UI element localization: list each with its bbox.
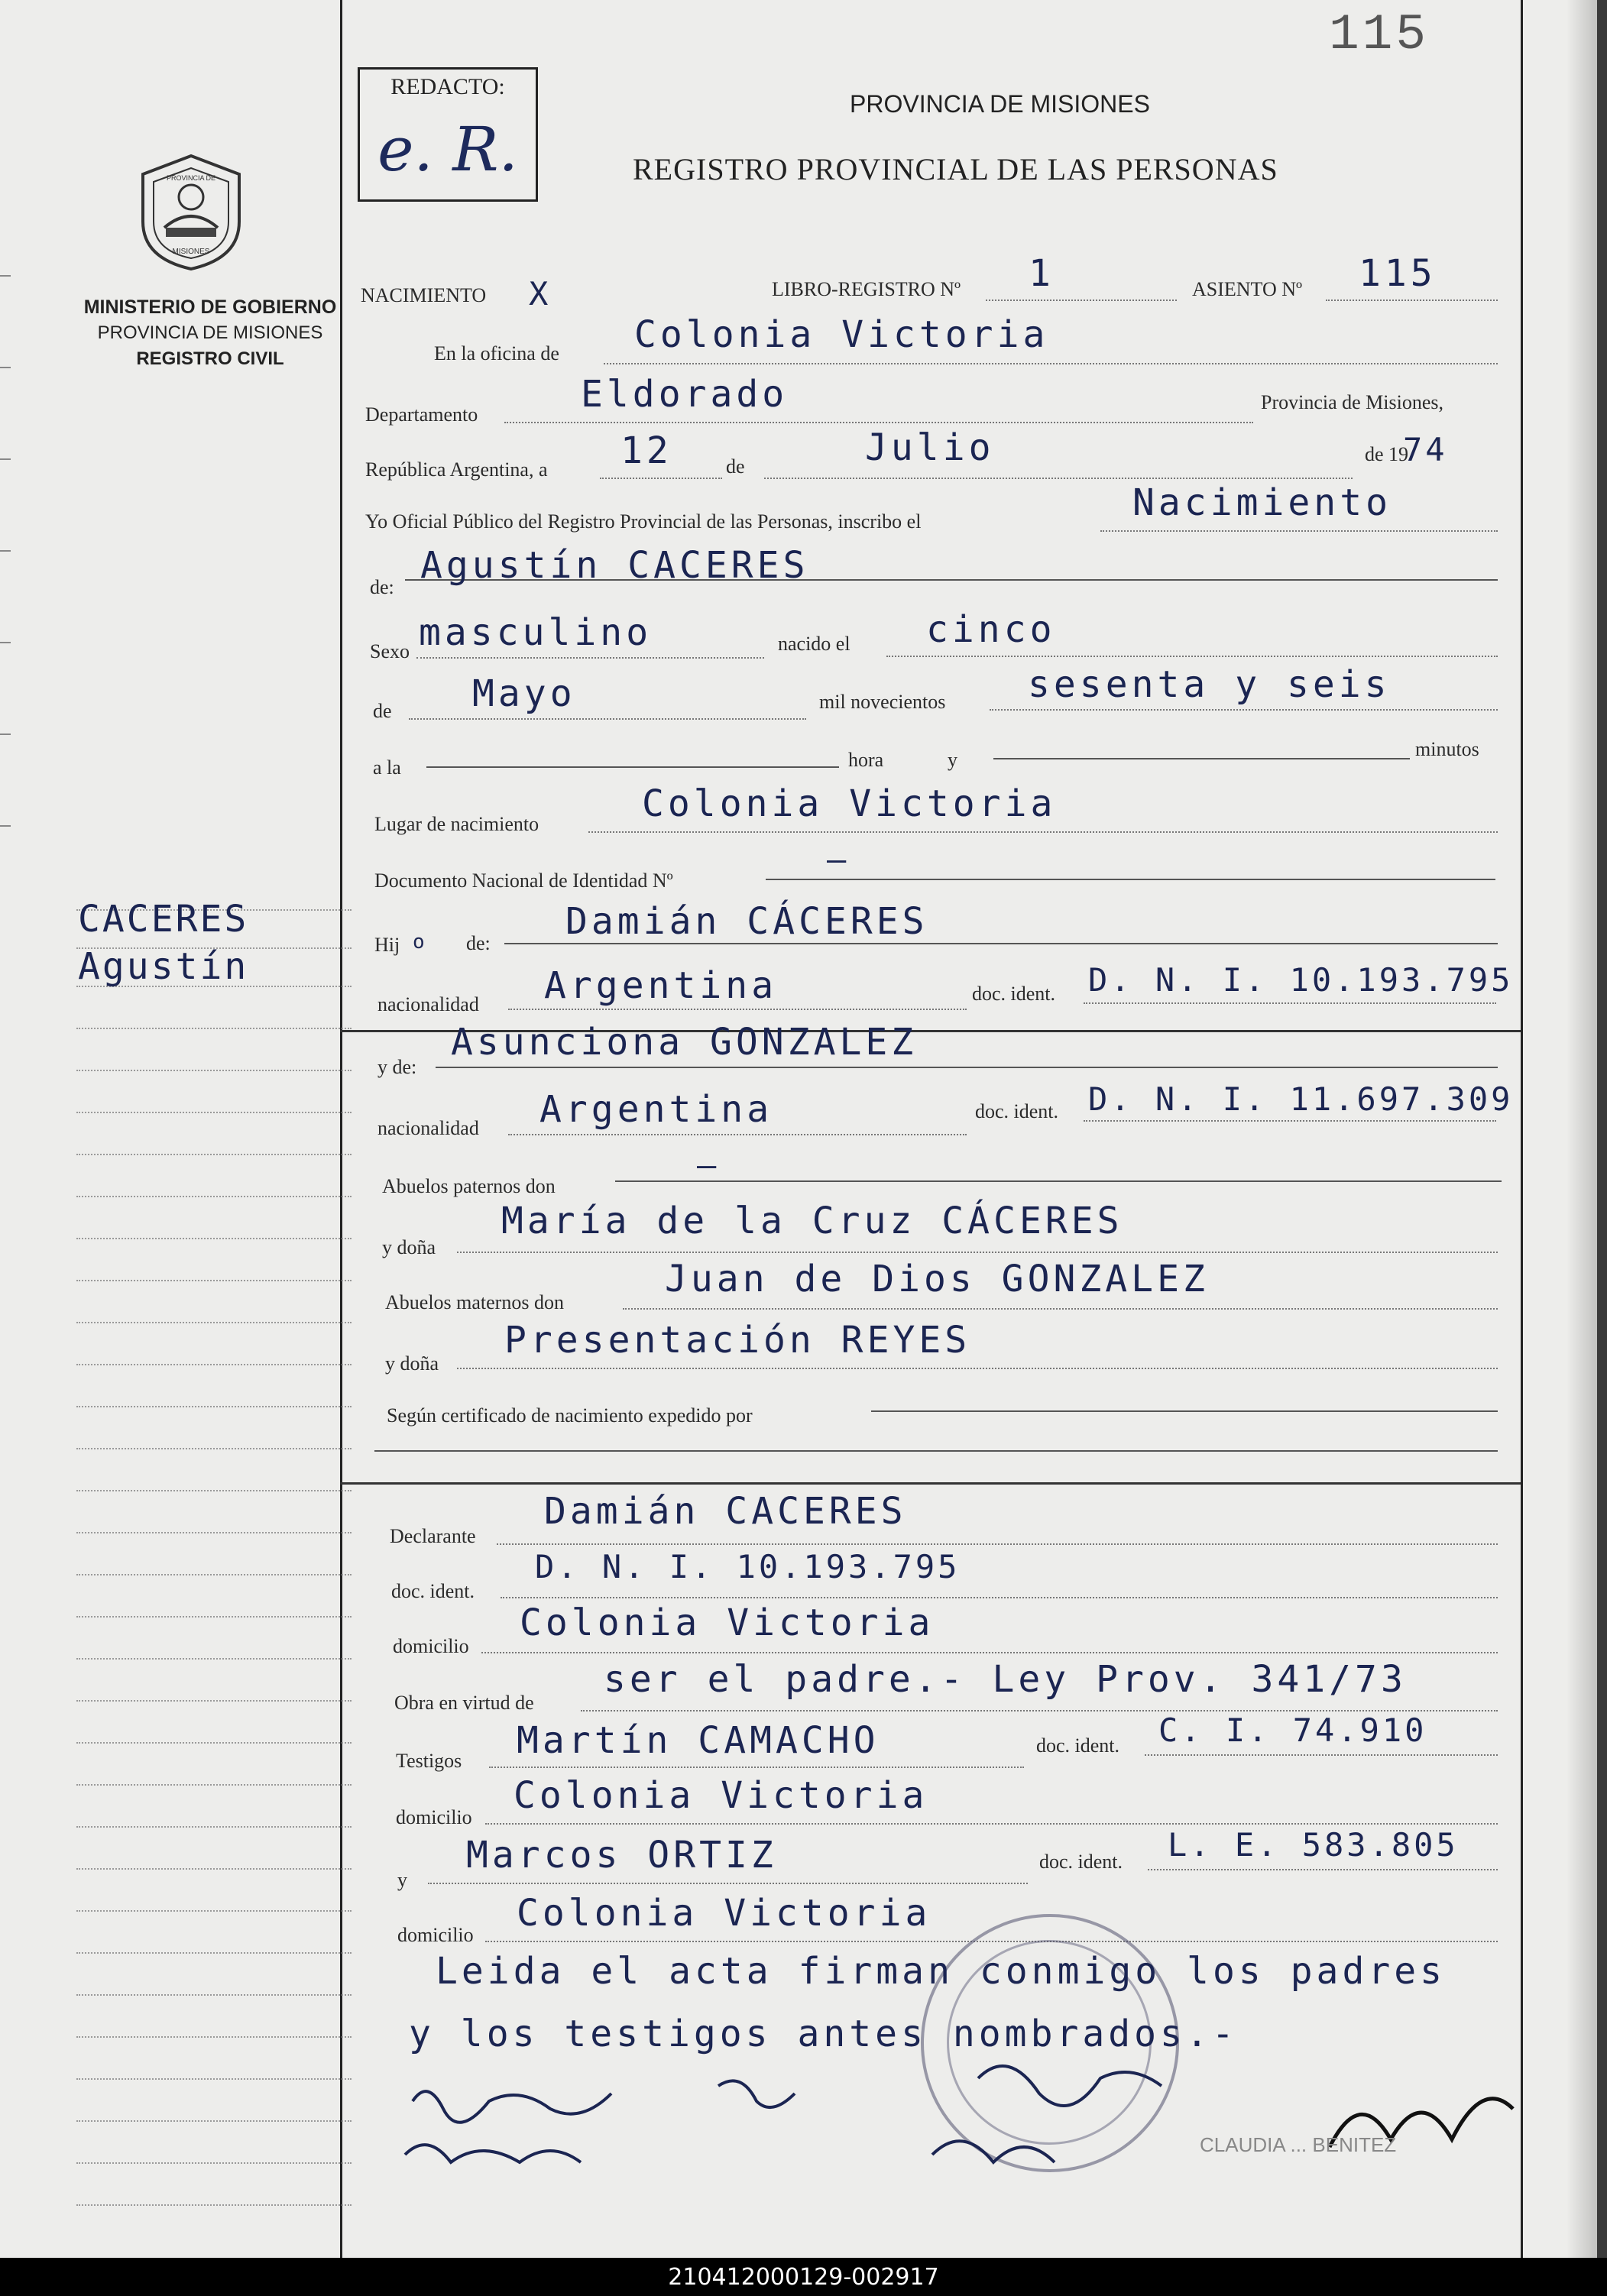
ministry-line-1: MINISTERIO DE GOBIERNO — [83, 296, 337, 318]
abuelos-paternos-label: Abuelos paternos don — [382, 1175, 556, 1197]
declarante-value: Damián CACERES — [544, 1490, 907, 1533]
republica-label: República Argentina, a — [365, 458, 548, 481]
hijo-label: Hij — [374, 934, 400, 956]
margin-line — [76, 1784, 352, 1786]
abuela-materna-value: Presentación REYES — [504, 1319, 971, 1362]
hora-line — [426, 766, 839, 768]
abuelos-maternos-label: Abuelos maternos don — [385, 1291, 564, 1313]
redacto-label: REDACTO: — [390, 74, 505, 99]
doc-ident-padre-value: D. N. I. 10.193.795 — [1088, 961, 1514, 999]
testigo-1-value: Martín CAMACHO — [517, 1719, 880, 1762]
departamento-label: Departamento — [365, 403, 478, 426]
y-label: y — [948, 749, 957, 771]
margin-line — [76, 1574, 352, 1575]
doc-ident-line — [501, 1597, 1498, 1598]
margin-tick — [0, 550, 11, 552]
madre-value: Asunciona GONZALEZ — [451, 1021, 918, 1064]
de-label: de — [726, 455, 745, 478]
minutos-label: minutos — [1415, 738, 1479, 760]
abuela-paterna-line — [457, 1252, 1498, 1253]
dni-line — [766, 879, 1495, 880]
oficina-label: En la oficina de — [434, 342, 559, 364]
oficina-value: Colonia Victoria — [634, 313, 1049, 356]
departamento-value: Eldorado — [581, 373, 789, 416]
redacto-box — [358, 67, 538, 202]
doc-ident-line — [1148, 1869, 1498, 1870]
mil-novecientos-label: mil novecientos — [819, 691, 946, 713]
doc-ident-label: doc. ident. — [1039, 1851, 1123, 1873]
lugar-value: Colonia Victoria — [642, 782, 1057, 825]
lugar-line — [588, 831, 1498, 833]
obra-value: ser el padre.- Ley Prov. 341/73 — [604, 1658, 1407, 1701]
anio-label: de 19 — [1365, 443, 1409, 465]
dni-label: Documento Nacional de Identidad Nº — [374, 870, 673, 892]
margin-line — [76, 1028, 352, 1029]
doc-ident-line — [1084, 1002, 1496, 1004]
doc-ident-line — [1084, 1120, 1496, 1122]
doc-ident-testigo-2-value: L. E. 583.805 — [1168, 1826, 1459, 1864]
libro-value: 1 — [1029, 252, 1055, 295]
y-dona-label: y doña — [385, 1352, 439, 1375]
anio-nac-value: sesenta y seis — [1028, 663, 1391, 706]
dni-value: — — [827, 840, 850, 878]
obra-label: Obra en virtud de — [394, 1692, 534, 1714]
hijo-de-label: de: — [466, 932, 491, 954]
header-province: PROVINCIA DE MISIONES — [850, 90, 1150, 118]
margin-line — [76, 1364, 352, 1365]
margin-line — [76, 1994, 352, 1996]
nacido-value: cinco — [926, 608, 1056, 651]
abuela-paterna-value: María de la Cruz CÁCERES — [501, 1200, 1123, 1242]
testigo-line — [489, 1767, 1024, 1768]
margin-tick — [0, 275, 11, 277]
margin-line — [76, 1826, 352, 1828]
hora-label: hora — [848, 749, 884, 771]
seal-bottom-text: MISIONES — [172, 248, 210, 256]
doc-ident-declarante-value: D. N. I. 10.193.795 — [535, 1548, 961, 1585]
acto-value: Nacimiento — [1132, 481, 1392, 524]
domicilio-testigo-2-value: Colonia Victoria — [517, 1892, 931, 1935]
domicilio-line — [481, 1652, 1498, 1653]
nacionalidad-madre-value: Argentina — [539, 1088, 773, 1131]
coat-of-arms-seal — [134, 151, 248, 274]
doc-ident-label: doc. ident. — [975, 1100, 1059, 1122]
margin-line — [76, 1280, 352, 1281]
abuelos-paternos-value: — — [697, 1146, 720, 1184]
doc-ident-label: doc. ident. — [391, 1580, 475, 1602]
asiento-value: 115 — [1359, 252, 1437, 295]
nacionalidad-line — [508, 1134, 967, 1135]
mes-line — [764, 478, 1353, 479]
margin-tick — [0, 458, 11, 460]
segun-certificado-line — [871, 1410, 1498, 1412]
nacimiento-label: NACIMIENTO — [361, 284, 487, 306]
domicilio-label: domicilio — [397, 1924, 474, 1946]
nacionalidad-label: nacionalidad — [377, 1117, 479, 1139]
doc-ident-line — [1145, 1754, 1498, 1756]
a-la-label: a la — [373, 756, 401, 779]
seal-top-text: PROVINCIA DE — [166, 174, 216, 182]
ministry-line-2: PROVINCIA DE MISIONES — [97, 322, 323, 343]
abuelo-materno-value: Juan de Dios GONZALEZ — [665, 1258, 1209, 1300]
asiento-line — [1326, 300, 1498, 301]
margin-line — [76, 2162, 352, 2164]
margin-line — [76, 1910, 352, 1912]
margin-line — [76, 2204, 352, 2206]
margin-line — [76, 1700, 352, 1702]
declarante-line — [497, 1543, 1498, 1545]
nacionalidad-label: nacionalidad — [377, 993, 479, 1015]
domicilio-label: domicilio — [396, 1806, 472, 1828]
libro-label: LIBRO-REGISTRO Nº — [772, 278, 961, 300]
margin-line — [76, 1322, 352, 1323]
hijo-suffix: o — [413, 931, 425, 954]
provincia-label: Provincia de Misiones, — [1261, 391, 1444, 413]
domicilio-line — [485, 1823, 1498, 1825]
section-divider — [340, 1482, 1521, 1485]
abuelo-materno-line — [623, 1308, 1498, 1310]
margin-line — [76, 1616, 352, 1618]
mes-nac-value: Mayo — [472, 672, 576, 715]
madre-line — [436, 1067, 1498, 1068]
nacionalidad-line — [508, 1009, 967, 1010]
libro-line — [986, 300, 1177, 301]
margin-line — [76, 2078, 352, 2080]
de-label: de — [373, 700, 392, 722]
doc-ident-madre-value: D. N. I. 11.697.309 — [1088, 1080, 1514, 1118]
segun-certificado-label: Según certificado de nacimiento expedido por — [387, 1404, 753, 1426]
margin-line — [76, 1868, 352, 1870]
margin-line — [76, 1448, 352, 1449]
domicilio-testigo-1-value: Colonia Victoria — [514, 1774, 928, 1817]
ministry-block — [46, 294, 374, 372]
acto-line — [1100, 530, 1498, 532]
margin-line — [76, 1406, 352, 1407]
ministry-line-3: REGISTRO CIVIL — [136, 348, 284, 369]
margin-line — [76, 1196, 352, 1197]
margin-line — [76, 2120, 352, 2122]
margin-line — [76, 1070, 352, 1071]
sexo-line — [416, 657, 764, 659]
footer-document-id: 210412000129-002917 — [0, 2258, 1607, 2296]
signatures-area — [397, 2055, 1544, 2178]
closing-line-1: Leida el acta firman conmigo los padres — [436, 1950, 1447, 1993]
margin-line — [76, 1154, 352, 1155]
abuela-materna-line — [457, 1368, 1498, 1369]
y-dona-label: y doña — [382, 1236, 436, 1258]
minutos-line — [993, 758, 1410, 759]
margin-note-surname: CACERES — [78, 898, 249, 941]
anio-value: 74 — [1403, 431, 1448, 468]
declarante-label: Declarante — [390, 1525, 476, 1547]
margin-line — [76, 1532, 352, 1533]
doc-ident-label: doc. ident. — [972, 983, 1056, 1005]
nacido-line — [886, 656, 1498, 657]
margin-line — [76, 1238, 352, 1239]
testigo-2-value: Marcos ORTIZ — [466, 1834, 777, 1877]
closing-line-2: y los testigos antes nombrados.- — [409, 2013, 1238, 2055]
de-label: de: — [370, 576, 394, 598]
nombre-value: Agustín CACERES — [420, 544, 809, 587]
officer-stamp-text: CLAUDIA ... BENITEZ — [1200, 2133, 1397, 2156]
nacionalidad-padre-value: Argentina — [544, 964, 778, 1007]
margin-line — [76, 1112, 352, 1113]
margin-line — [76, 1952, 352, 1954]
testigo-line — [428, 1883, 1028, 1884]
lugar-label: Lugar de nacimiento — [374, 813, 539, 835]
segun-certificado-line-2 — [374, 1450, 1498, 1452]
margin-tick — [0, 733, 11, 735]
oficial-text: Yo Oficial Público del Registro Provincial de las Personas, inscribo el — [365, 510, 922, 533]
sexo-label: Sexo — [370, 640, 410, 662]
padre-line — [504, 943, 1498, 944]
margin-line — [76, 2036, 352, 2038]
domicilio-declarante-value: Colonia Victoria — [520, 1601, 935, 1644]
mes-value: Julio — [865, 426, 995, 469]
nacimiento-mark: X — [529, 275, 552, 313]
margin-tick — [0, 825, 11, 827]
abuelos-paternos-line — [615, 1180, 1502, 1182]
testigos-label: Testigos — [396, 1750, 462, 1772]
margin-line — [76, 1742, 352, 1744]
margin-line — [76, 1490, 352, 1491]
doc-ident-label: doc. ident. — [1036, 1734, 1120, 1757]
right-border-line — [1521, 0, 1523, 2258]
asiento-label: ASIENTO Nº — [1192, 278, 1303, 300]
page-number: 115 — [1329, 6, 1429, 63]
departamento-line — [504, 422, 1253, 423]
redacto-initials: e. R. — [377, 114, 518, 185]
oficina-line — [604, 363, 1498, 364]
dia-line — [600, 478, 722, 479]
sexo-value: masculino — [419, 611, 653, 654]
margin-tick — [0, 367, 11, 368]
margin-tick — [0, 642, 11, 643]
y-de-label: y de: — [377, 1056, 417, 1078]
mes-nac-line — [409, 718, 806, 720]
padre-value: Damián CÁCERES — [565, 900, 928, 943]
y-label: y — [397, 1869, 407, 1891]
margin-note-given-name: Agustín — [78, 945, 249, 988]
nacido-label: nacido el — [778, 633, 850, 655]
domicilio-label: domicilio — [393, 1635, 469, 1657]
margin-line — [76, 1658, 352, 1660]
anio-nac-line — [990, 709, 1498, 711]
dia-value: 12 — [620, 429, 672, 472]
header-registry: REGISTRO PROVINCIAL DE LAS PERSONAS — [633, 152, 1278, 186]
doc-ident-testigo-1-value: C. I. 74.910 — [1158, 1711, 1427, 1749]
